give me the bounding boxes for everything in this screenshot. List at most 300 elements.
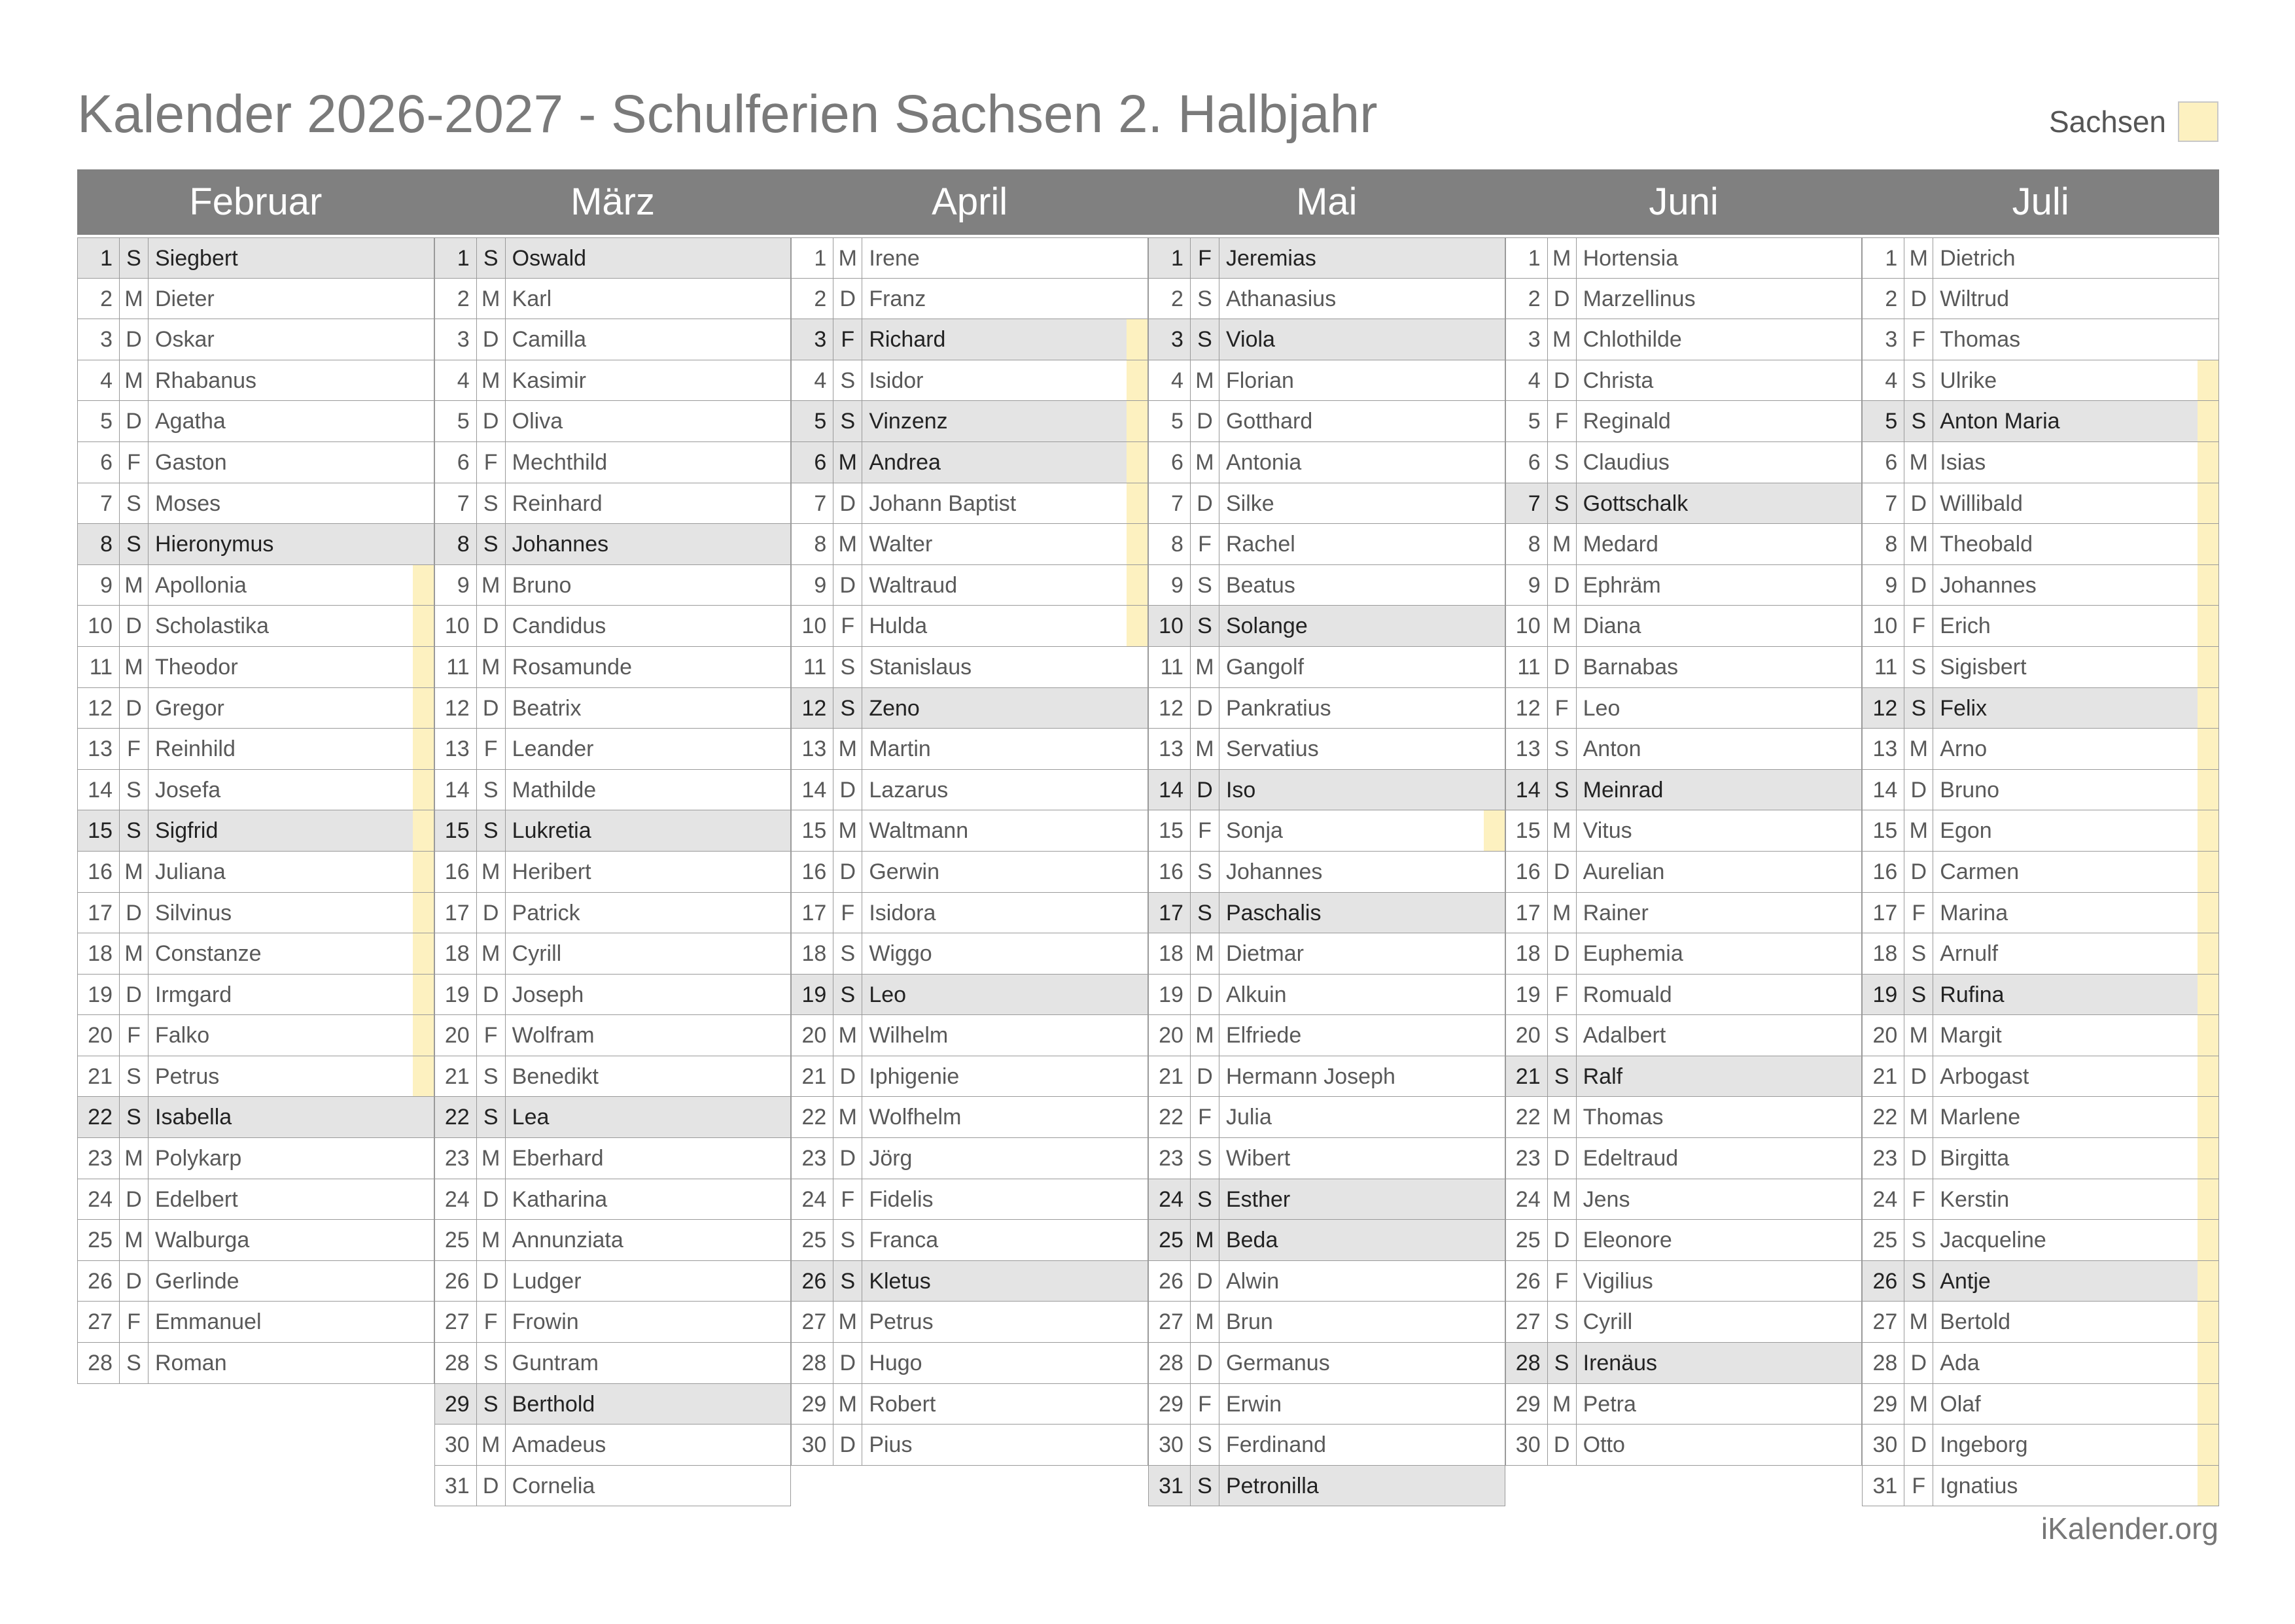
day-row <box>1862 893 2219 934</box>
weekday-letter: M <box>1904 1097 1933 1137</box>
day-row <box>1505 688 1863 729</box>
day-row <box>434 442 792 483</box>
weekday-letter: F <box>1904 1179 1933 1220</box>
day-number: 10 <box>1863 606 1904 646</box>
day-row <box>77 565 434 606</box>
day-row <box>1862 1261 2219 1302</box>
day-number: 12 <box>435 688 477 729</box>
weekday-letter: M <box>1904 442 1933 483</box>
weekday-letter: M <box>1548 319 1577 360</box>
day-number: 3 <box>1506 319 1548 360</box>
day-row <box>1505 1138 1863 1179</box>
day-row <box>1505 319 1863 360</box>
day-row <box>791 770 1148 811</box>
day-number: 14 <box>435 770 477 810</box>
name-day: Petrus <box>869 1309 934 1335</box>
name-day: Oliva <box>512 409 563 434</box>
day-number: 31 <box>435 1466 477 1506</box>
weekday-letter: D <box>1548 647 1577 687</box>
day-number: 14 <box>1506 770 1548 810</box>
day-number: 5 <box>435 401 477 441</box>
weekday-letter: S <box>120 1056 149 1097</box>
day-number: 23 <box>1149 1138 1191 1179</box>
name-day: Theodor <box>149 647 434 687</box>
day-row <box>1505 1056 1863 1097</box>
day-row <box>77 360 434 402</box>
month-column <box>1862 237 2219 1506</box>
weekday-letter: M <box>833 524 862 564</box>
day-number: 7 <box>1149 483 1191 524</box>
weekday-letter: F <box>477 1015 506 1056</box>
day-row <box>1148 975 1505 1016</box>
weekday-letter: S <box>477 238 506 278</box>
month-title: Mai <box>1296 181 1358 223</box>
day-row <box>1862 1179 2219 1220</box>
day-number: 13 <box>1863 729 1904 769</box>
day-row <box>791 1261 1148 1302</box>
day-row <box>434 319 792 360</box>
day-row <box>77 1302 434 1343</box>
name-day: Silke <box>1225 491 1274 516</box>
name-day: Vigilius <box>1583 1268 1653 1294</box>
day-row <box>1862 1384 2219 1425</box>
weekday-letter: S <box>1191 893 1219 933</box>
day-number: 11 <box>1863 647 1904 687</box>
weekday-letter: D <box>1548 360 1577 401</box>
weekday-letter: M <box>120 360 149 401</box>
day-row <box>77 1220 434 1261</box>
day-number: 14 <box>78 770 120 810</box>
day-number: 10 <box>792 606 833 646</box>
name-day: Bruno <box>512 572 572 598</box>
weekday-letter: D <box>477 975 506 1015</box>
weekday-letter: S <box>1904 360 1933 401</box>
weekday-letter: D <box>1904 770 1933 810</box>
name-day: Fidelis <box>869 1186 934 1212</box>
day-number: 3 <box>435 319 477 360</box>
day-number: 22 <box>435 1097 477 1137</box>
day-number: 8 <box>792 524 833 564</box>
weekday-letter: M <box>1904 238 1933 278</box>
name-day: Marzellinus <box>1583 286 1696 311</box>
day-row <box>1148 1138 1505 1179</box>
day-number: 8 <box>78 524 120 564</box>
day-number: 31 <box>1149 1466 1191 1506</box>
name-day: Dietmar <box>1225 941 1304 967</box>
weekday-letter: F <box>1904 1466 1933 1506</box>
day-row <box>434 1179 792 1220</box>
weekday-letter: F <box>120 1302 149 1342</box>
day-number: 28 <box>1506 1343 1548 1383</box>
day-number: 18 <box>1149 933 1191 974</box>
day-row <box>1862 565 2219 606</box>
name-day: Benedikt <box>512 1063 599 1089</box>
name-day: Rosamunde <box>512 654 632 680</box>
name-day: Romuald <box>1583 982 1672 1007</box>
day-number: 18 <box>1863 933 1904 974</box>
day-row <box>1862 770 2219 811</box>
day-number: 15 <box>1506 810 1548 851</box>
day-number: 15 <box>1149 810 1191 851</box>
weekday-letter: S <box>833 1220 862 1260</box>
name-day: Claudius <box>1583 449 1670 475</box>
weekday-letter: M <box>1191 933 1219 974</box>
weekday-letter: D <box>120 893 149 933</box>
weekday-letter: S <box>1191 319 1219 360</box>
weekday-letter: M <box>1191 442 1219 483</box>
day-row <box>434 360 792 402</box>
day-number: 3 <box>792 319 833 360</box>
weekday-letter: M <box>1548 1179 1577 1220</box>
day-row <box>1862 1138 2219 1179</box>
day-number: 29 <box>1863 1384 1904 1425</box>
weekday-letter: M <box>1191 1220 1219 1260</box>
day-number: 20 <box>78 1015 120 1056</box>
weekday-letter: S <box>1548 1056 1577 1097</box>
day-number: 17 <box>1506 893 1548 933</box>
name-day: Gerlinde <box>155 1268 239 1294</box>
name-day: Jacqueline <box>1933 1220 2218 1260</box>
day-row <box>1505 647 1863 688</box>
day-row <box>434 237 792 279</box>
day-row <box>1148 483 1505 525</box>
day-row <box>1505 975 1863 1016</box>
day-row <box>1148 770 1505 811</box>
weekday-letter: M <box>477 565 506 606</box>
name-day: Birgitta <box>1933 1138 2218 1179</box>
name-day: Felix <box>1933 688 2218 729</box>
weekday-letter: S <box>1191 606 1219 646</box>
day-row <box>77 1343 434 1384</box>
day-row <box>1862 1343 2219 1384</box>
weekday-letter: F <box>1904 319 1933 360</box>
day-number: 30 <box>1506 1425 1548 1465</box>
day-number: 18 <box>1506 933 1548 974</box>
weekday-letter: D <box>1548 933 1577 974</box>
day-row <box>434 893 792 934</box>
day-number: 22 <box>1149 1097 1191 1137</box>
day-row <box>791 1097 1148 1138</box>
name-day: Johannes <box>1225 859 1323 884</box>
day-row <box>1862 524 2219 565</box>
day-number: 20 <box>1506 1015 1548 1056</box>
day-row <box>791 565 1148 606</box>
weekday-letter: F <box>1904 893 1933 933</box>
day-number: 10 <box>1149 606 1191 646</box>
day-row <box>791 279 1148 320</box>
name-day: Roman <box>155 1351 227 1376</box>
day-row <box>434 1343 792 1384</box>
weekday-letter: F <box>833 1179 862 1220</box>
name-day: Beda <box>1225 1228 1278 1253</box>
weekday-letter: S <box>1904 1261 1933 1302</box>
day-number: 17 <box>435 893 477 933</box>
day-number: 14 <box>792 770 833 810</box>
name-day: Christa <box>1583 368 1654 393</box>
day-row <box>77 729 434 770</box>
name-day: Emmanuel <box>155 1309 262 1335</box>
name-day: Thomas <box>1940 327 2021 353</box>
day-number: 30 <box>435 1425 477 1465</box>
weekday-letter: M <box>1904 524 1933 564</box>
day-number: 24 <box>1863 1179 1904 1220</box>
day-row <box>77 893 434 934</box>
day-number: 4 <box>435 360 477 401</box>
name-day: Eleonore <box>1583 1228 1672 1253</box>
name-day: Kerstin <box>1933 1179 2218 1220</box>
weekday-letter: M <box>477 647 506 687</box>
day-row <box>1505 524 1863 565</box>
day-number: 17 <box>1863 893 1904 933</box>
month-column <box>1505 237 1863 1466</box>
day-number: 2 <box>1506 279 1548 319</box>
weekday-letter: S <box>1191 1425 1219 1465</box>
name-day: Gerwin <box>869 859 940 884</box>
name-day: Edeltraud <box>1583 1146 1679 1171</box>
weekday-letter: M <box>1548 810 1577 851</box>
day-row <box>434 524 792 565</box>
weekday-letter: F <box>1548 975 1577 1015</box>
name-day: Erich <box>1933 606 2218 646</box>
day-row <box>1862 975 2219 1016</box>
day-number: 25 <box>1506 1220 1548 1260</box>
day-row <box>1148 1220 1505 1261</box>
day-row <box>1862 319 2219 360</box>
weekday-letter: S <box>1191 852 1219 892</box>
weekday-letter: D <box>1904 1425 1933 1465</box>
day-row <box>1505 1179 1863 1220</box>
name-day: Pankratius <box>1225 695 1331 721</box>
day-row <box>1862 933 2219 975</box>
name-day: Amadeus <box>512 1432 606 1458</box>
weekday-letter: M <box>1191 1302 1219 1342</box>
name-day: Pius <box>869 1432 913 1458</box>
day-row <box>1505 606 1863 647</box>
name-day: Willibald <box>1933 483 2218 524</box>
weekday-letter: M <box>1191 1015 1219 1056</box>
day-number: 3 <box>1863 319 1904 360</box>
day-row <box>1148 688 1505 729</box>
name-day: Silvinus <box>149 893 434 933</box>
day-number: 11 <box>1149 647 1191 687</box>
name-day: Eberhard <box>512 1146 604 1171</box>
day-number: 16 <box>435 852 477 892</box>
day-row <box>791 1425 1148 1466</box>
day-row <box>791 1343 1148 1384</box>
name-day: Juliana <box>149 852 434 892</box>
name-day: Polykarp <box>155 1146 242 1171</box>
name-day: Erwin <box>1225 1391 1282 1417</box>
day-number: 2 <box>435 279 477 319</box>
name-day: Arnulf <box>1933 933 2218 974</box>
day-number: 23 <box>435 1138 477 1179</box>
calendar-grid <box>77 169 2219 1506</box>
weekday-letter: M <box>120 1138 149 1179</box>
weekday-letter: S <box>1904 401 1933 441</box>
day-number: 1 <box>435 238 477 278</box>
weekday-letter: S <box>1548 1015 1577 1056</box>
day-row <box>77 852 434 893</box>
name-day: Waltraud <box>862 565 1148 606</box>
weekday-letter: S <box>833 401 862 441</box>
day-row <box>434 810 792 852</box>
name-day: Reginald <box>1583 409 1671 434</box>
day-number: 19 <box>1506 975 1548 1015</box>
weekday-letter: M <box>477 1220 506 1260</box>
day-number: 26 <box>78 1261 120 1302</box>
day-number: 16 <box>792 852 833 892</box>
name-day: Beatus <box>1225 572 1295 598</box>
weekday-letter: S <box>1904 688 1933 729</box>
name-day: Arbogast <box>1933 1056 2218 1097</box>
weekday-letter: S <box>1548 1343 1577 1383</box>
name-day: Frowin <box>512 1309 579 1335</box>
name-day: Antonia <box>1225 449 1302 475</box>
name-day: Franca <box>869 1228 939 1253</box>
weekday-letter: S <box>1548 770 1577 810</box>
weekday-letter: D <box>1191 1261 1219 1302</box>
day-row <box>77 1056 434 1097</box>
name-day: Cyrill <box>512 941 562 967</box>
day-number: 22 <box>1506 1097 1548 1137</box>
day-row <box>77 483 434 525</box>
weekday-letter: S <box>1548 1302 1577 1342</box>
day-row <box>1505 1261 1863 1302</box>
day-number: 25 <box>792 1220 833 1260</box>
name-day: Dietrich <box>1940 246 2016 271</box>
day-number: 26 <box>1863 1261 1904 1302</box>
day-number: 26 <box>792 1261 833 1302</box>
weekday-letter: S <box>120 1343 149 1383</box>
day-number: 20 <box>792 1015 833 1056</box>
day-number: 4 <box>78 360 120 401</box>
weekday-letter: M <box>1191 729 1219 769</box>
day-number: 14 <box>1863 770 1904 810</box>
day-row <box>77 319 434 360</box>
day-row <box>77 688 434 729</box>
day-number: 12 <box>1506 688 1548 729</box>
weekday-letter: S <box>1904 975 1933 1015</box>
day-row <box>791 647 1148 688</box>
day-row <box>1505 565 1863 606</box>
weekday-letter: M <box>1548 1097 1577 1137</box>
name-day: Siegbert <box>155 246 238 271</box>
name-day: Hermann Joseph <box>1225 1063 1395 1089</box>
name-day: Beatrix <box>512 695 582 721</box>
name-day: Adalbert <box>1583 1023 1666 1048</box>
site-credit: iKalender.org <box>2041 1512 2218 1546</box>
name-day: Petra <box>1583 1391 1636 1417</box>
name-day: Ignatius <box>1933 1466 2218 1506</box>
day-number: 27 <box>1149 1302 1191 1342</box>
day-row <box>434 933 792 975</box>
day-number: 7 <box>792 483 833 524</box>
weekday-letter: D <box>477 1179 506 1220</box>
weekday-letter: D <box>833 279 862 319</box>
weekday-letter: M <box>477 933 506 974</box>
day-row <box>1505 279 1863 320</box>
month-title: Februar <box>189 181 323 223</box>
name-day: Hulda <box>862 606 1148 646</box>
weekday-letter: S <box>477 1343 506 1383</box>
name-day: Wiltrud <box>1940 286 2010 311</box>
name-day: Anton Maria <box>1933 401 2218 441</box>
day-row <box>1148 1425 1505 1466</box>
name-day: Edelbert <box>155 1186 238 1212</box>
day-row <box>791 810 1148 852</box>
day-row <box>791 1056 1148 1097</box>
day-number: 2 <box>1149 279 1191 319</box>
day-row <box>434 1302 792 1343</box>
day-number: 1 <box>1506 238 1548 278</box>
weekday-letter: M <box>833 729 862 769</box>
name-day: Jeremias <box>1225 246 1316 271</box>
day-number: 27 <box>435 1302 477 1342</box>
name-day: Falko <box>149 1015 434 1056</box>
name-day: Camilla <box>512 327 587 353</box>
day-row <box>1505 810 1863 852</box>
name-day: Marlene <box>1933 1097 2218 1137</box>
name-day: Irene <box>869 246 920 271</box>
name-day: Sonja <box>1219 810 1505 851</box>
day-row <box>1148 1466 1505 1507</box>
day-number: 5 <box>1506 401 1548 441</box>
weekday-letter: S <box>833 688 862 729</box>
name-day: Walburga <box>155 1228 250 1253</box>
day-number: 25 <box>1863 1220 1904 1260</box>
weekday-letter: D <box>1191 401 1219 441</box>
name-day: Olaf <box>1933 1384 2218 1425</box>
name-day: Andrea <box>862 442 1148 483</box>
weekday-letter: F <box>1191 524 1219 564</box>
name-day: Wilhelm <box>869 1023 949 1048</box>
weekday-letter: D <box>1904 565 1933 606</box>
name-day: Arno <box>1933 729 2218 769</box>
day-row <box>1862 279 2219 320</box>
day-row <box>77 1097 434 1138</box>
weekday-letter: S <box>1548 483 1577 524</box>
weekday-letter: D <box>833 1056 862 1097</box>
weekday-letter: D <box>833 1138 862 1179</box>
weekday-letter: D <box>833 1425 862 1465</box>
day-row <box>1862 442 2219 483</box>
weekday-letter: M <box>1904 1015 1933 1056</box>
day-number: 10 <box>1506 606 1548 646</box>
weekday-letter: S <box>120 483 149 524</box>
day-number: 5 <box>78 401 120 441</box>
weekday-letter: F <box>1904 606 1933 646</box>
day-row <box>434 401 792 442</box>
name-day: Margit <box>1933 1015 2218 1056</box>
name-day: Aurelian <box>1583 859 1665 884</box>
day-row <box>434 1015 792 1056</box>
weekday-letter: M <box>120 647 149 687</box>
name-day: Apollonia <box>149 565 434 606</box>
weekday-letter: S <box>1191 279 1219 319</box>
weekday-letter: S <box>1548 729 1577 769</box>
day-row <box>791 1179 1148 1220</box>
day-row <box>434 1466 792 1507</box>
day-row <box>1148 360 1505 402</box>
day-row <box>791 483 1148 525</box>
day-number: 9 <box>435 565 477 606</box>
name-day: Ralf <box>1583 1063 1623 1089</box>
name-day: Thomas <box>1583 1105 1664 1130</box>
name-day: Joseph <box>512 982 584 1007</box>
day-number: 28 <box>78 1343 120 1383</box>
day-number: 27 <box>78 1302 120 1342</box>
weekday-letter: M <box>120 933 149 974</box>
